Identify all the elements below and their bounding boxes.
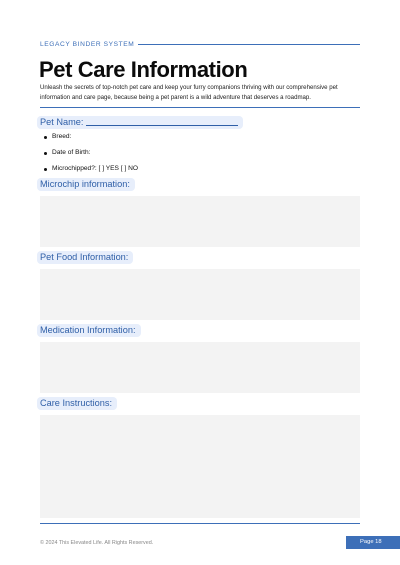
pet-details-list [40,129,138,177]
footer-divider [40,523,360,524]
intro-text: Unleash the secrets of top-notch pet care and keep your furry companions thriving with our comprehensive pet information and care page, because being a pet parent is a wild adventure that deserves a roadmap. [40,84,338,101]
food-notes-box[interactable] [40,269,360,320]
microchip-section-label: Microchip information: [37,178,135,191]
header-label: LEGACY BINDER SYSTEM [40,40,135,48]
list-item-microchipped: Microchipped?: [ ] YES [ ] NO [40,161,138,177]
page-title: Pet Care Information [39,57,248,82]
care-notes-box[interactable] [40,415,360,518]
medication-notes-box[interactable] [40,342,360,393]
title-divider [40,107,360,108]
microchip-notes-box[interactable] [40,196,360,247]
food-section-label: Pet Food Information: [37,251,133,264]
list-item-breed: Breed: [40,129,138,145]
list-item-date-of-birth: Date of Birth: [40,145,138,161]
header-rule [138,44,360,45]
page-number-badge: Page 18 [346,536,400,549]
pet-name-label [37,116,243,129]
header-row [40,39,360,49]
care-section-label: Care Instructions: [37,397,117,410]
medication-section-label: Medication Information: [37,324,141,337]
footer-copyright: © 2024 This Elevated Life. All Rights Reserved. [40,540,154,546]
pet-name-label-text: Pet Name: [40,117,84,127]
pet-name-write-line[interactable] [86,125,238,126]
